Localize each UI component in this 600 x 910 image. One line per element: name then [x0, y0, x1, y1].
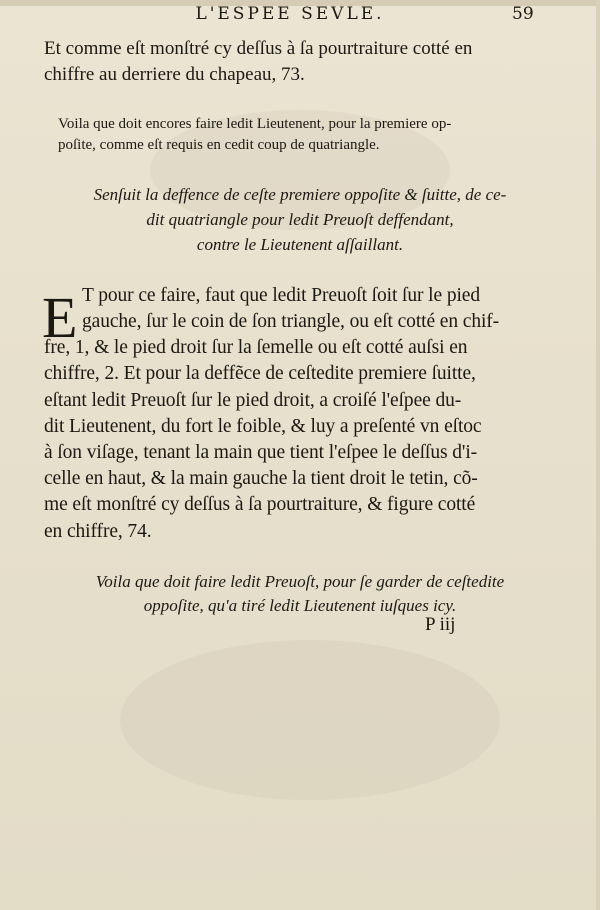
closing-line-1: Voila que doit faire ledit Preuoſt, pour ſe garder de ceſtedite — [95, 572, 505, 591]
bleed-through-stain-lower — [120, 640, 500, 800]
page-right-edge — [596, 0, 600, 910]
section-heading-line-3: contre le Lieutenent aſſaillant. — [196, 235, 404, 254]
body-line-2: gauche, ſur le coin de ſon triangle, ou eſt cotté en chif- — [82, 311, 500, 332]
drop-cap: E — [42, 285, 78, 350]
body-line-9: me eſt monſtré cy deſſus à ſa pourtraiture, & figure cotté — [44, 494, 476, 515]
body-line-3: fre, 1, & le pied droit ſur la ſemelle ou eſt cotté auſsi en — [44, 337, 468, 358]
body-line-6: dit Lieutenent, du fort le foible, & luy a preſenté vn eſtoc — [44, 416, 482, 437]
intro-line-2: chiffre au derriere du chapeau, 73. — [44, 64, 305, 85]
note-line-1: Voila que doit encores faire ledit Lieutenent, pour la premiere op- — [58, 116, 452, 132]
body-line-5: eſtant ledit Preuoſt ſur le pied droit, a croiſé l'eſpee du- — [44, 390, 462, 411]
body-line-4: chiffre, 2. Et pour la deffẽce de ceſtedite premiere ſuitte, — [44, 363, 476, 384]
note-line-2: poſite, comme eſt requis en cedit coup de quatriangle. — [58, 137, 380, 153]
body-line-8: celle en haut, & la main gauche la tient droit le tetin, cõ- — [44, 468, 478, 489]
body-line-7: à ſon viſage, tenant la main que tient l'eſpee le deſſus d'i- — [44, 442, 478, 463]
section-heading-line-2: dit quatriangle pour ledit Preuoſt deffendant, — [146, 210, 454, 229]
body-line-10: en chiffre, 74. — [44, 521, 152, 542]
running-title: L'ESPEE SEVLE. — [195, 4, 385, 24]
page-number: 59 — [512, 4, 534, 24]
body-line-1: T pour ce faire, faut que ledit Preuoſt ſoit ſur le pied — [82, 285, 480, 306]
closing-line-2: oppoſite, qu'a tiré ledit Lieutenent iuſques icy. — [143, 596, 457, 615]
signature-mark: P iij — [425, 614, 456, 635]
section-heading-line-1: Senſuit la deffence de ceſte premiere oppoſite & ſuitte, de ce- — [93, 185, 507, 204]
intro-line-1: Et comme eſt monſtré cy deſſus à ſa pourtraiture cotté en — [44, 38, 473, 59]
